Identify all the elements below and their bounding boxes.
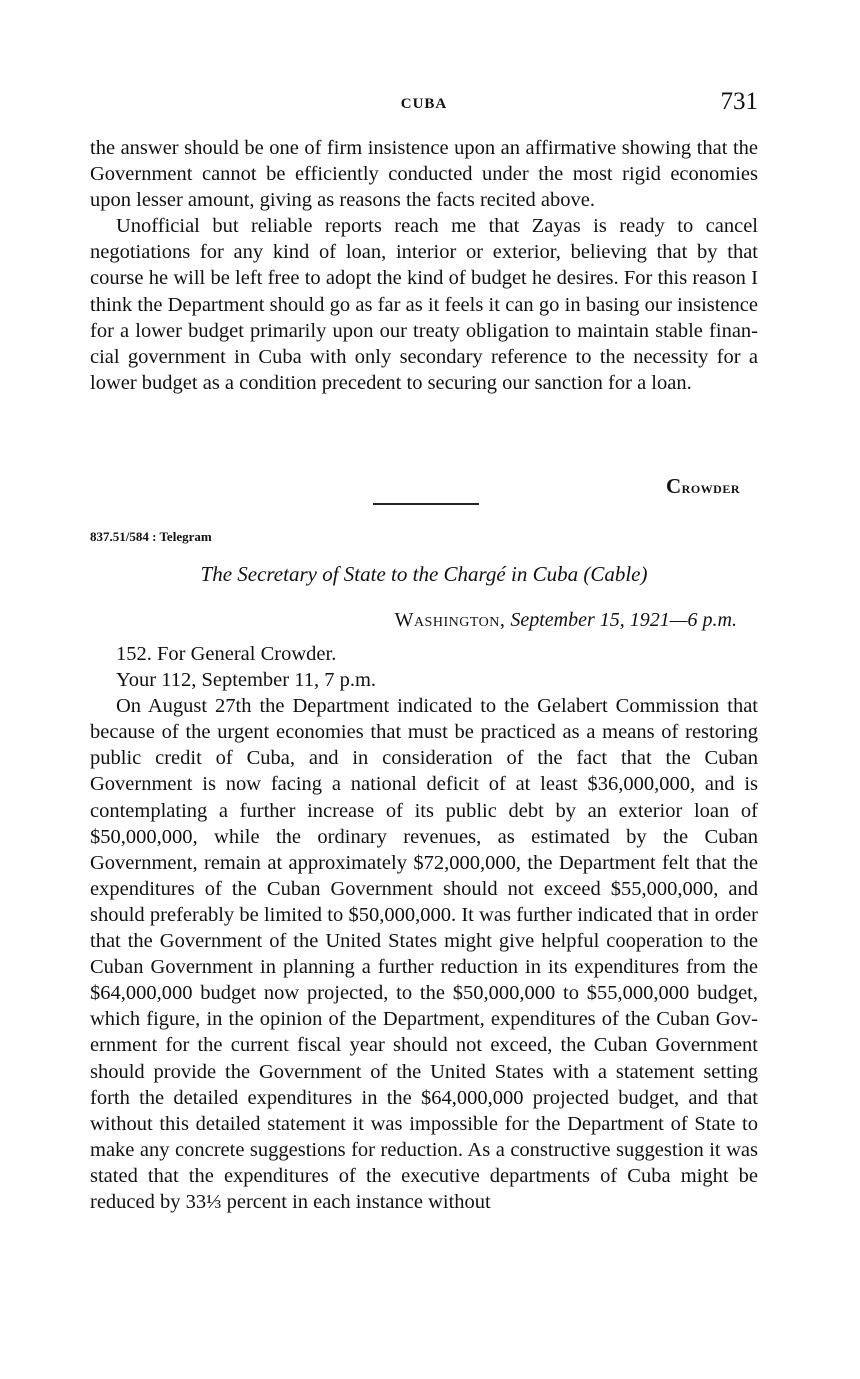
section-title: CUBA: [400, 96, 448, 112]
telegram-text: [90, 641, 758, 1215]
file-reference: 837.51/584 : Telegram: [90, 529, 212, 544]
paragraph: Your 112, September 11, 7 p.m.: [116, 669, 377, 692]
paragraph: 152. For General Crowder.: [116, 643, 337, 665]
signature: Crowder: [665, 474, 740, 498]
running-head: [90, 88, 758, 122]
continuation-text: [90, 135, 758, 396]
paragraph: the answer should be one of firm insistence upon an affirmative showing that the Government cannot be efficiently conducted under the most rigid economies upon lesser amount, giving as reasons the facts recited above.: [90, 137, 758, 212]
paragraph: On August 27th the Department indicated to the Gelabert Commission that because of the urgent economies that must be practiced as a means of restoring public credit of Cuba, and in consideration of the fact that the Cuban Government is now facing a national deficit of at least $36,000,000, and is contemplating a further increase of its public debt by an exterior loan of $50,000,000, while the ordinary revenues, as estimated by the Cuban Government, remain at approximately $72,000,000, the Department felt that the expenditures of the Cuban Government should not exceed $55,000,000, and should preferably be limited to $50,000,000. It was further indicated that in order that the Government of the United States might give helpful cooperation to the Cuban Government in planning a further reduction in its expenditures from the $64,000,000 budget now projected, to the $50,000,000 to $55,000,000 budget, which figure, in the opinion of the Department, expenditures of the Cuban Government for the current fiscal year should not exceed, the Cuban Government should provide the Government of the United States with a statement setting forth the detailed expenditures in the $64,000,000 projected budget, and that without this detailed statement it was impossible for the Department of State to make any concrete suggestions for reduction. As a constructive suggestion it was stated that the expenditures of the executive departments of Cuba might be reduced by 33⅓ percent in each instance without: [90, 695, 758, 1213]
document-heading: The Secretary of State to the Chargé in Cuba (Cable): [200, 562, 648, 586]
page-number: 731: [720, 88, 758, 115]
dateline: [395, 609, 737, 632]
dateline-date: September 15, 1921—6 p.m.: [510, 609, 737, 631]
section-divider: [373, 503, 479, 505]
dateline-place: Washington,: [394, 609, 506, 631]
paragraph: Unofficial but reliable reports reach me that Zayas is ready to cancel negotiations for any kind of loan, interior or exterior, believing that by that course he will be left free to adopt the kind of budget he desires. For this reason I think the Department should go as far as it feels it can go in basing our insistence for a lower budget primarily upon our treaty obligation to maintain stable financial government in Cuba with only secondary reference to the necessity for a lower budget as a condition precedent to securing our sanction for a loan.: [90, 215, 758, 394]
